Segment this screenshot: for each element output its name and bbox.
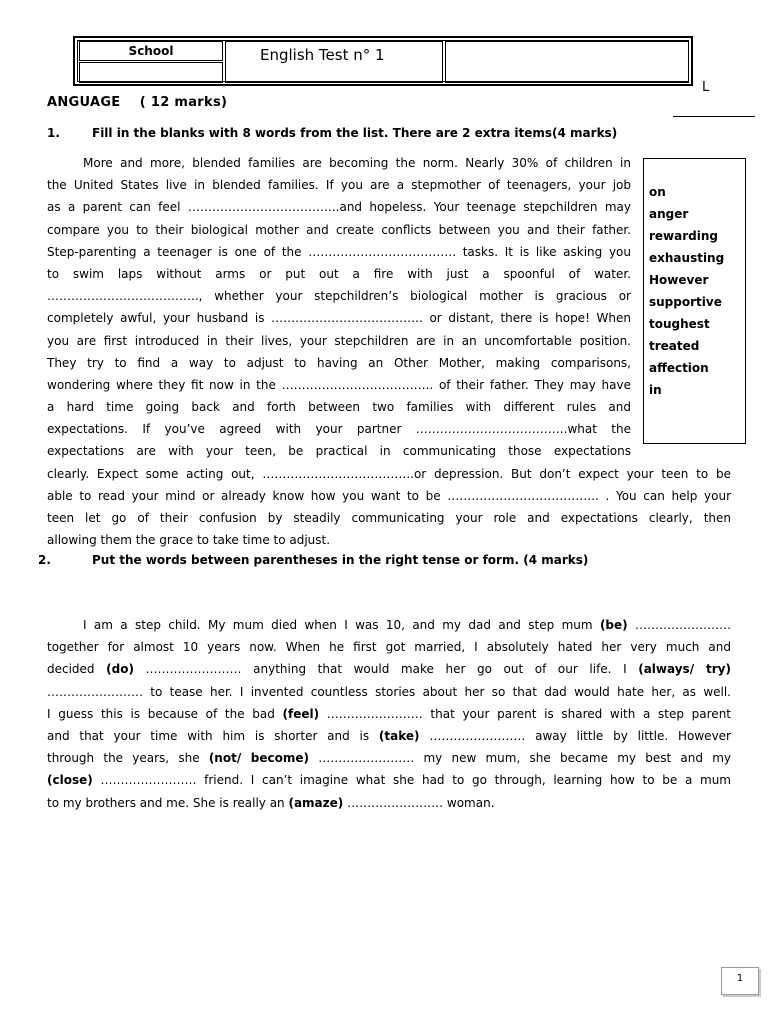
q2-text-segment: …………………… away little by little. However — [419, 728, 731, 743]
test-title: English Test n° 1 — [225, 41, 443, 83]
q2-text-segment: together for almost 10 years now. When he first got married, I absolutely hated her very much and — [47, 640, 731, 655]
verb-prompt: (amaze) — [288, 795, 344, 810]
q2-text-segment: I am a step child. My mum died when I was 10, and my dad and step mum — [83, 618, 600, 632]
q2-instruction: Put the words between parentheses in the right tense or form. (4 marks) — [92, 553, 589, 567]
q1-line: able to read your mind or already know how you want to be ……………………………….. . You can help your — [47, 488, 731, 503]
q1-line: allowing them the grace to take time to adjust. — [47, 533, 331, 548]
q2-text-segment: …………………… — [627, 618, 731, 632]
q1-line: wondering where they fit now in the ……………………………….. of their father. They may have — [47, 377, 631, 392]
q2-text-segment: …………………… that your parent is shared with a step parent — [319, 706, 732, 721]
page-number: 1 — [721, 967, 759, 995]
name-blank-field[interactable] — [445, 41, 689, 83]
q1-line: a hard time going back and forth between two families with different rules and — [47, 400, 631, 415]
q2-line — [47, 636, 731, 658]
q2-text-segment: …………………… friend. I can’t imagine what she had to go through, learning how to be a mum — [92, 773, 731, 788]
q1-line: teen let go of their confusion by steadily communicating your role and expectations clearly, then — [47, 511, 731, 525]
q2-text-segment: decided — [47, 662, 107, 677]
q1-line: Step-parenting a teenager is one of the ………………………………. tasks. It is like asking you — [47, 244, 631, 259]
q2-line — [47, 681, 731, 703]
word-list-item: However — [649, 273, 709, 287]
verb-prompt: (not/ become) — [208, 751, 310, 766]
q1-line: clearly. Expect some acting out, ………………………………..or depression. But don’t expect your teen to be — [47, 466, 731, 481]
q1-number: 1. — [47, 126, 60, 140]
section-title: ANGUAGE ( 12 marks) — [47, 95, 228, 110]
q2-text-segment: to my brothers and me. She is really an — [47, 795, 289, 810]
q2-number: 2. — [38, 553, 51, 567]
corner-mark: L — [702, 80, 710, 95]
mark-line — [673, 116, 755, 117]
q2-line — [47, 747, 731, 769]
word-list-item: exhausting — [649, 251, 725, 265]
q1-line: ……………………………….., whether your stepchildren’s biological mother is gracious or — [47, 289, 631, 304]
q1-line: the United States live in blended families. If you are a stepmother of teenagers, your job — [47, 178, 631, 193]
q1-line: expectations are with your teen, be practical in communicating those expectations — [47, 444, 631, 459]
q2-line — [47, 769, 731, 791]
word-list-item: in — [649, 383, 662, 397]
q2-paragraph — [47, 614, 731, 814]
q1-line: compare you to their biological mother and create conflicts between you and their father. — [47, 222, 631, 237]
word-list-item: supportive — [649, 295, 722, 309]
q2-line — [47, 614, 731, 636]
q1-line: you are first introduced in their lives, your stepchildren are in an uncomfortable position. — [47, 333, 631, 348]
word-list-item: rewarding — [649, 229, 718, 243]
verb-prompt: (close) — [47, 773, 93, 788]
word-list-item: anger — [649, 207, 689, 221]
header-table — [73, 36, 693, 86]
verb-prompt: (do) — [106, 662, 134, 677]
school-label: School — [79, 41, 223, 61]
q1-line: as a parent can feel ………………………………..and hopeless. Your teenage stepchildren may — [47, 200, 631, 215]
q1-line: More and more, blended families are becoming the norm. Nearly 30% of children in — [83, 156, 631, 170]
word-list-item: treated — [649, 339, 700, 353]
q2-line — [47, 703, 731, 725]
q1-line: They try to find a way to adjust to having an Other Mother, making comparisons, — [47, 355, 631, 370]
q2-line — [47, 658, 731, 680]
verb-prompt: (take) — [378, 728, 420, 743]
verb-prompt: (feel) — [282, 706, 320, 721]
q1-line: expectations. If you’ve agreed with your partner ………………………………..what the — [47, 422, 631, 437]
q2-text-segment: …………………… to tease her. I invented countless stories about her so that dad would hate her, as well. — [47, 684, 731, 699]
q2-text-segment: …………………… my new mum, she became my best and my — [309, 751, 732, 766]
q2-line — [47, 725, 731, 747]
q2-text-segment: …………………… woman. — [343, 795, 495, 810]
q1-instruction: Fill in the blanks with 8 words from the list. There are 2 extra items(4 marks) — [92, 126, 618, 140]
word-list-box — [643, 158, 746, 444]
word-list-item: toughest — [649, 317, 710, 331]
q2-text-segment: through the years, she — [47, 751, 209, 766]
q1-line: to swim laps without arms or put out a fire with just a spoonful of water. — [47, 266, 631, 281]
q2-text-segment: and that your time with him is shorter and is — [47, 728, 379, 743]
verb-prompt: (always/ try) — [638, 662, 731, 677]
q1-line: completely awful, your husband is ……………………………….. or distant, there is hope! When — [47, 311, 631, 326]
q2-text-segment: …………………… anything that would make her go out of our life. I — [133, 662, 639, 677]
word-list-item: on — [649, 185, 666, 199]
q2-text-segment: I guess this is because of the bad — [47, 706, 283, 721]
word-list-item: affection — [649, 361, 709, 375]
q2-line — [47, 792, 731, 814]
verb-prompt: (be) — [599, 618, 628, 632]
school-blank-field[interactable] — [79, 62, 223, 83]
